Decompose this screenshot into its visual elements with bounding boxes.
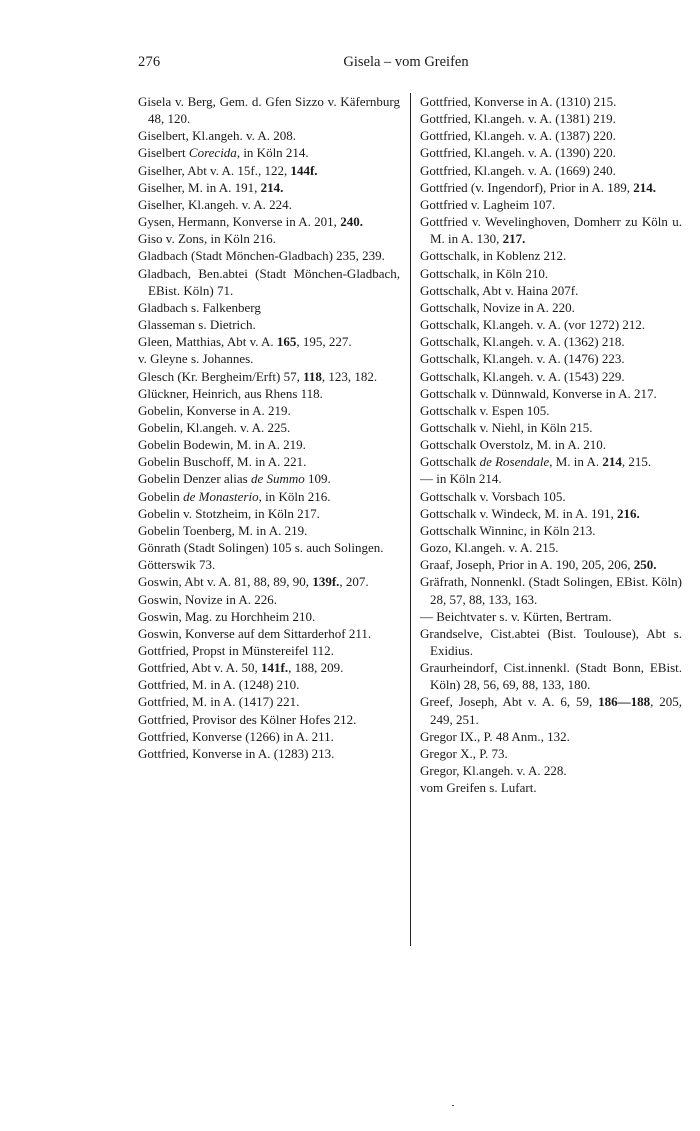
- index-entry: [138, 385, 400, 402]
- index-entry: [138, 573, 400, 590]
- entry-text: Gottschalk v. Windeck, M. in A. 191,: [420, 505, 617, 521]
- index-entry: [420, 350, 682, 367]
- index-entry: [138, 591, 400, 608]
- entry-text: Gobelin Buschoff, M. in A. 221.: [138, 454, 307, 470]
- entry-text: Gottschalk v. Vorsbach 105.: [420, 488, 566, 504]
- entry-italic-text: Corecida: [188, 145, 237, 161]
- entry-text: Goswin, Novize in A. 226.: [138, 591, 278, 607]
- entry-text: Gobelin, Konverse in A. 219.: [138, 402, 291, 418]
- index-entry: [138, 745, 400, 762]
- entry-text: Giselher, M. in A. 191,: [138, 179, 261, 195]
- entry-text: Gottfried (v. Ingendorf), Prior in A. 189,: [420, 179, 634, 195]
- index-column-left: [138, 93, 400, 762]
- entry-text: Gladbach, Ben.abtei (Stadt Mönchen-Gladbach, EBist. Köln) 71.: [138, 265, 400, 298]
- entry-text: Gottschalk, Kl.angeh. v. A. (vor 1272) 212.: [420, 317, 646, 333]
- entry-text: Graurheindorf, Cist.innenkl. (Stadt Bonn, EBist. Köln) 28, 56, 69, 88, 133, 180.: [420, 660, 682, 693]
- index-entry: [420, 779, 682, 796]
- entry-text: Grandselve, Cist.abtei (Bist. Toulouse), Abt s. Exidius.: [420, 625, 682, 658]
- index-entry: [420, 368, 682, 385]
- index-entry: [420, 299, 682, 316]
- entry-bold-ref: 250.: [633, 557, 657, 573]
- entry-text: , 188, 209.: [288, 660, 344, 676]
- entry-text: Giselbert: [138, 145, 189, 161]
- index-entry: [138, 196, 400, 213]
- entry-text: Götterswik 73.: [138, 557, 216, 573]
- entry-text: Gottschalk: [420, 454, 480, 470]
- entry-text: Gottschalk v. Niehl, in Köln 215.: [420, 419, 593, 435]
- entry-text: Gottschalk, Novize in A. 220.: [420, 299, 575, 315]
- entry-text: Glesch (Kr. Bergheim/Erft) 57,: [138, 368, 304, 384]
- running-head: Gisela – vom Greifen: [343, 54, 469, 70]
- index-entry: [420, 745, 682, 762]
- index-entry: [138, 436, 400, 453]
- index-entry: [138, 453, 400, 470]
- entry-text: Gottfried, M. in A. (1248) 210.: [138, 677, 300, 693]
- entry-text: Gobelin Bodewin, M. in A. 219.: [138, 437, 306, 453]
- entry-text: Gottschalk, Kl.angeh. v. A. (1476) 223.: [420, 351, 625, 367]
- index-entry: [138, 711, 400, 728]
- entry-text: Gladbach (Stadt Mönchen-Gladbach) 235, 239.: [138, 248, 385, 264]
- entry-text: Gottschalk Winninc, in Köln 213.: [420, 522, 596, 538]
- entry-text: Giselbert, Kl.angeh. v. A. 208.: [138, 128, 297, 144]
- entry-text: Gönrath (Stadt Solingen) 105 s. auch Solingen.: [138, 540, 384, 556]
- entry-text: Gregor X., P. 73.: [420, 745, 508, 761]
- index-entry: [420, 110, 682, 127]
- index-entry: [420, 505, 682, 522]
- index-entry: [420, 556, 682, 573]
- index-entry: [138, 144, 400, 161]
- entry-text: Gottfried, Konverse (1266) in A. 211.: [138, 728, 334, 744]
- entry-text: — in Köln 214.: [420, 471, 502, 487]
- index-entry: [420, 608, 682, 625]
- entry-text: Glückner, Heinrich, aus Rhens 118.: [138, 385, 323, 401]
- entry-text: vom Greifen s. Lufart.: [420, 780, 537, 796]
- entry-text: Gottschalk, in Köln 210.: [420, 265, 549, 281]
- entry-text: Gysen, Hermann, Konverse in A. 201,: [138, 214, 341, 230]
- index-entry: [138, 265, 400, 299]
- entry-text: Glasseman s. Dietrich.: [138, 317, 256, 333]
- entry-text: Goswin, Mag. zu Horchheim 210.: [138, 608, 316, 624]
- index-entry: [138, 230, 400, 247]
- entry-text: Gottschalk Overstolz, M. in A. 210.: [420, 437, 606, 453]
- index-entry: [420, 539, 682, 556]
- index-entry: [138, 179, 400, 196]
- entry-text: Graaf, Joseph, Prior in A. 190, 205, 206,: [420, 557, 634, 573]
- entry-bold-ref: 165: [276, 334, 297, 350]
- entry-text: Gozo, Kl.angeh. v. A. 215.: [420, 540, 559, 556]
- entry-italic-text: de Summo: [250, 471, 305, 487]
- index-entry: [420, 573, 682, 607]
- column-divider: [410, 93, 411, 946]
- entry-text: Gottfried, Kl.angeh. v. A. (1669) 240.: [420, 162, 616, 178]
- entry-bold-ref: 139f.: [312, 574, 340, 590]
- entry-text: Gregor IX., P. 48 Anm., 132.: [420, 728, 570, 744]
- entry-text: Gottfried, Abt v. A. 50,: [138, 660, 262, 676]
- page-mark: [452, 1105, 454, 1106]
- index-entry: [138, 127, 400, 144]
- entry-text: Giselher, Abt v. A. 15f., 122,: [138, 162, 291, 178]
- entry-italic-text: de Monasterio: [183, 488, 259, 504]
- index-entry: [420, 625, 682, 659]
- index-entry: [420, 762, 682, 779]
- index-entry: [138, 625, 400, 642]
- index-entry: [138, 608, 400, 625]
- entry-text: 109.: [304, 471, 331, 487]
- index-entry: [138, 728, 400, 745]
- page-number: 276: [138, 54, 161, 70]
- entry-text: Gottschalk v. Dünnwald, Konverse in A. 217.: [420, 385, 657, 401]
- index-entry: [420, 282, 682, 299]
- entry-text: Gottfried v. Wevelinghoven, Domherr zu Köln u. M. in A. 130,: [420, 214, 682, 247]
- index-entry: [420, 419, 682, 436]
- index-entry: [138, 522, 400, 539]
- entry-text: Gleen, Matthias, Abt v. A.: [138, 334, 277, 350]
- entry-text: Gottschalk, Kl.angeh. v. A. (1543) 229.: [420, 368, 625, 384]
- entry-text: , M. in A.: [549, 454, 603, 470]
- entry-text: , 205, 249, 251.: [430, 694, 683, 727]
- entry-text: Gobelin: [138, 488, 184, 504]
- index-entry: [420, 453, 682, 470]
- entry-bold-ref: 118: [303, 368, 322, 384]
- entry-text: Gottfried, Kl.angeh. v. A. (1390) 220.: [420, 145, 616, 161]
- entry-bold-ref: 214: [602, 454, 622, 470]
- index-entry: [138, 676, 400, 693]
- entry-bold-ref: 186—188: [598, 694, 651, 710]
- entry-text: Gottschalk, in Koblenz 212.: [420, 248, 567, 264]
- entry-bold-ref: 216.: [617, 505, 640, 521]
- entry-bold-ref: 141f.: [261, 660, 289, 676]
- index-entry: [420, 179, 682, 196]
- index-entry: [138, 93, 400, 127]
- entry-text: Gregor, Kl.angeh. v. A. 228.: [420, 763, 567, 779]
- index-entry: [138, 247, 400, 264]
- index-entry: [138, 488, 400, 505]
- index-entry: [138, 213, 400, 230]
- index-entry: [420, 470, 682, 487]
- index-entry: [138, 419, 400, 436]
- entry-text: , 195, 227.: [296, 334, 352, 350]
- entry-text: Goswin, Konverse auf dem Sittarderhof 211.: [138, 625, 372, 641]
- index-entry: [138, 505, 400, 522]
- entry-text: Gottfried, Kl.angeh. v. A. (1381) 219.: [420, 111, 616, 127]
- entry-text: Gottfried, Konverse in A. (1310) 215.: [420, 94, 617, 109]
- index-entry: [138, 556, 400, 573]
- entry-text: Giso v. Zons, in Köln 216.: [138, 231, 276, 247]
- index-entry: [420, 196, 682, 213]
- index-entry: [138, 642, 400, 659]
- entry-text: — Beichtvater s. v. Kürten, Bertram.: [420, 608, 612, 624]
- entry-text: Gobelin Toenberg, M. in A. 219.: [138, 522, 308, 538]
- index-entry: [138, 470, 400, 487]
- entry-text: Gottfried, Kl.angeh. v. A. (1387) 220.: [420, 128, 616, 144]
- index-entry: [420, 316, 682, 333]
- entry-text: v. Gleyne s. Johannes.: [138, 351, 254, 367]
- entry-text: Gottfried, M. in A. (1417) 221.: [138, 694, 300, 710]
- index-entry: [420, 144, 682, 161]
- entry-text: , 207.: [339, 574, 369, 590]
- entry-text: Greef, Joseph, Abt v. A. 6, 59,: [420, 694, 599, 710]
- index-entry: [420, 213, 682, 247]
- index-entry: [138, 299, 400, 316]
- entry-text: Giselher, Kl.angeh. v. A. 224.: [138, 196, 292, 212]
- entry-text: Gottfried v. Lagheim 107.: [420, 196, 556, 212]
- entry-text: Gottschalk v. Espen 105.: [420, 402, 550, 418]
- index-entry: [138, 693, 400, 710]
- index-entry: [420, 333, 682, 350]
- index-entry: [420, 436, 682, 453]
- entry-text: Gobelin Denzer alias: [138, 471, 251, 487]
- entry-bold-ref: 240.: [340, 214, 363, 230]
- index-entry: [420, 93, 682, 110]
- index-entry: [420, 728, 682, 745]
- entry-text: , 215.: [621, 454, 652, 470]
- entry-text: Goswin, Abt v. A. 81, 88, 89, 90,: [138, 574, 313, 590]
- entry-text: Gladbach s. Falkenberg: [138, 299, 261, 315]
- entry-bold-ref: 217.: [502, 231, 526, 247]
- index-entry: [420, 247, 682, 264]
- entry-bold-ref: 214.: [260, 179, 284, 195]
- entry-text: , 123, 182.: [321, 368, 378, 384]
- index-entry: [420, 488, 682, 505]
- index-entry: [138, 350, 400, 367]
- entry-text: Gisela v. Berg, Gem. d. Gfen Sizzo v. Käfernburg 48, 120.: [138, 94, 400, 127]
- index-entry: [138, 539, 400, 556]
- entry-text: Gottschalk, Abt v. Haina 207f.: [420, 282, 579, 298]
- index-entry: [138, 659, 400, 676]
- index-entry: [420, 402, 682, 419]
- index-entry: [138, 316, 400, 333]
- index-column-right: [420, 93, 682, 796]
- index-entry: [420, 659, 682, 693]
- index-entry: [420, 522, 682, 539]
- index-entry: [138, 402, 400, 419]
- entry-italic-text: de Rosendale: [479, 454, 550, 470]
- index-entry: [420, 127, 682, 144]
- index-entry: [138, 333, 400, 350]
- entry-text: Gottfried, Konverse in A. (1283) 213.: [138, 745, 335, 761]
- entry-text: Gräfrath, Nonnenkl. (Stadt Solingen, EBist. Köln) 28, 57, 88, 133, 163.: [420, 574, 682, 607]
- entry-text: Gottfried, Propst in Münstereifel 112.: [138, 643, 334, 658]
- index-entry: [420, 385, 682, 402]
- entry-text: Gottfried, Provisor des Kölner Hofes 212.: [138, 711, 357, 727]
- entry-text: Gobelin, Kl.angeh. v. A. 225.: [138, 419, 291, 435]
- entry-text: Gottschalk, Kl.angeh. v. A. (1362) 218.: [420, 334, 625, 350]
- entry-bold-ref: 144f.: [290, 162, 318, 178]
- entry-bold-ref: 214.: [633, 179, 657, 195]
- entry-text: , in Köln 214.: [236, 145, 309, 161]
- index-entry: [138, 162, 400, 179]
- entry-text: , in Köln 216.: [258, 488, 331, 504]
- entry-text: Gobelin v. Stotzheim, in Köln 217.: [138, 505, 320, 521]
- index-entry: [420, 162, 682, 179]
- index-entry: [420, 693, 682, 727]
- index-entry: [138, 368, 400, 385]
- index-entry: [420, 265, 682, 282]
